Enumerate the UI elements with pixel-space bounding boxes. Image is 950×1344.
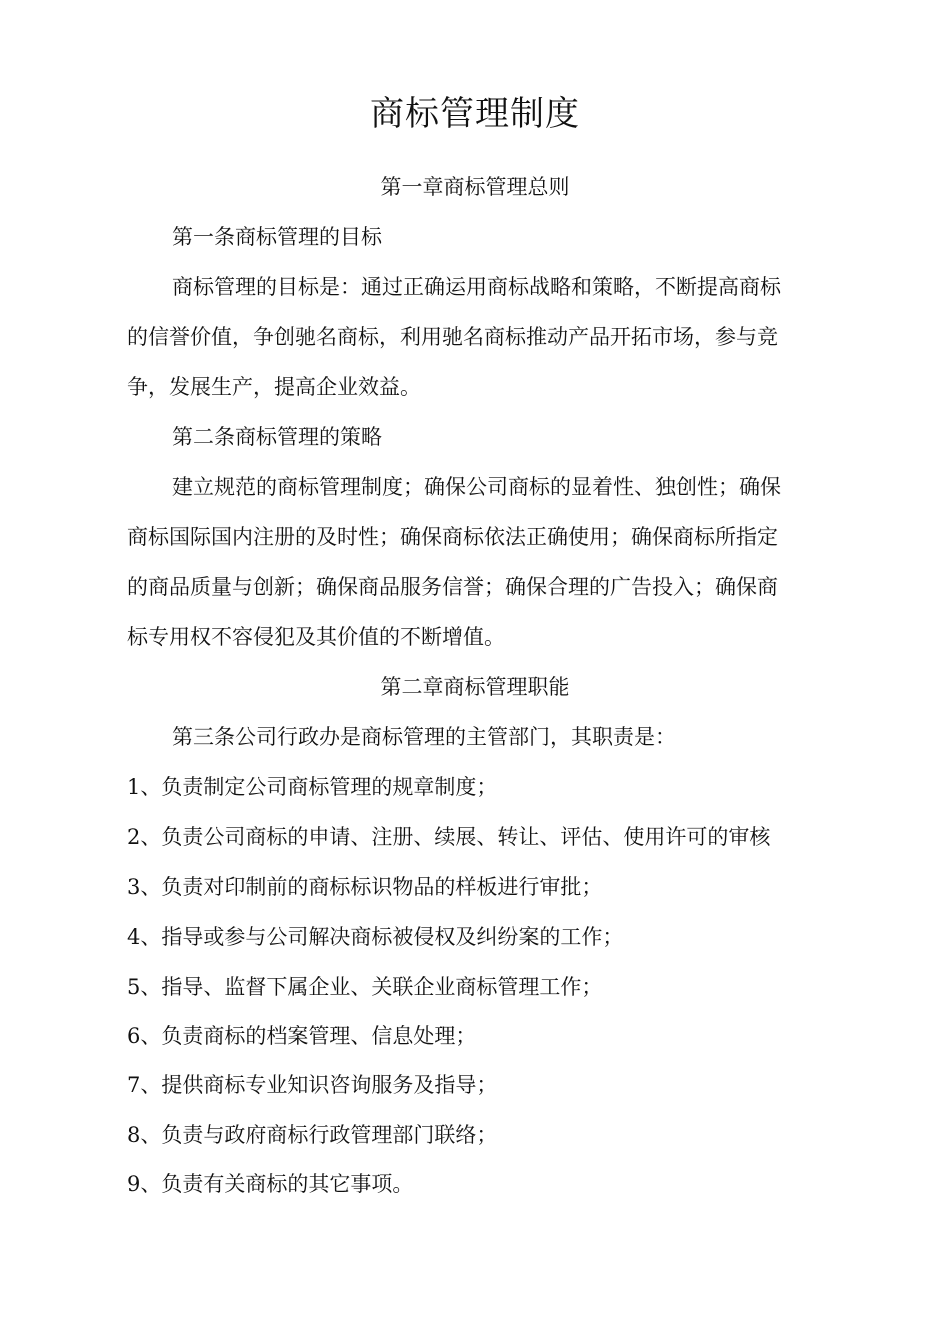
article-1-para-line-1: 商标管理的目标是：通过正确运用商标战略和策略，不断提高商标 <box>172 275 781 299</box>
duty-item: 6、负责商标的档案管理、信息处理； <box>127 1024 477 1048</box>
duty-item: 1、负责制定公司商标管理的规章制度； <box>127 775 498 799</box>
article-2-para-line-2: 商标国际国内注册的及时性；确保商标依法正确使用；确保商标所指定 <box>127 525 778 549</box>
article-2-para-line-4: 标专用权不容侵犯及其价值的不断增值。 <box>127 625 505 649</box>
duty-item: 7、提供商标专业知识咨询服务及指导； <box>127 1073 498 1097</box>
document-title: 商标管理制度 <box>370 94 580 134</box>
duty-item: 5、指导、监督下属企业、关联企业商标管理工作； <box>127 975 603 999</box>
duty-item: 3、负责对印制前的商标标识物品的样板进行审批； <box>127 875 603 899</box>
chapter-2-heading: 第二章商标管理职能 <box>380 675 570 699</box>
article-2-heading: 第二条商标管理的策略 <box>172 425 382 449</box>
article-2-para-line-1: 建立规范的商标管理制度；确保公司商标的显着性、独创性；确保 <box>172 475 781 499</box>
article-1-para-line-2: 的信誉价值，争创驰名商标，利用驰名商标推动产品开拓市场，参与竞 <box>127 325 778 349</box>
article-1-heading: 第一条商标管理的目标 <box>172 225 382 249</box>
duty-item: 8、负责与政府商标行政管理部门联络； <box>127 1123 498 1147</box>
duty-item: 9、负责有关商标的其它事项。 <box>127 1172 414 1196</box>
article-3-heading: 第三条公司行政办是商标管理的主管部门，其职责是： <box>172 725 676 749</box>
article-1-para-line-3: 争，发展生产，提高企业效益。 <box>127 375 421 399</box>
article-2-para-line-3: 的商品质量与创新；确保商品服务信誉；确保合理的广告投入；确保商 <box>127 575 778 599</box>
duty-item: 4、指导或参与公司解决商标被侵权及纠纷案的工作； <box>127 925 624 949</box>
chapter-1-heading: 第一章商标管理总则 <box>380 175 570 199</box>
duty-item: 2、负责公司商标的申请、注册、续展、转让、评估、使用许可的审核 <box>127 825 771 849</box>
